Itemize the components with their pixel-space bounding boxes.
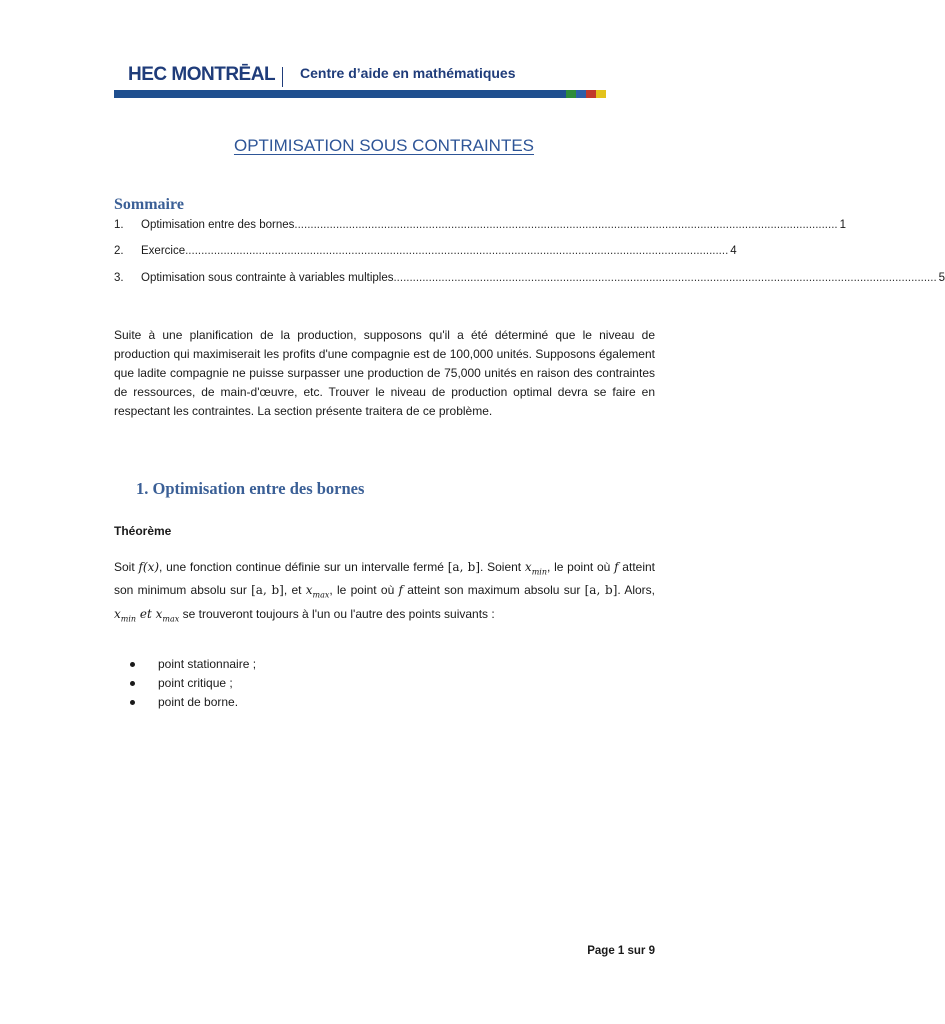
header-stripe-yellow (596, 90, 606, 98)
theorem-text: , et (283, 583, 306, 598)
list-item (130, 674, 256, 693)
math-xmax (155, 606, 180, 624)
math-xmax (305, 583, 330, 600)
math-x: x (114, 606, 121, 621)
math-sub-min: min (120, 614, 137, 624)
toc-item-page: 5 (938, 272, 945, 284)
theorem-text: . Alors, (617, 583, 656, 598)
toc-leader: .......................................................................................................................................................................... (185, 245, 729, 257)
theorem-paragraph (114, 558, 655, 628)
theorem-text: atteint son maximum absolu sur (402, 583, 585, 598)
theorem-text: , une fonction continue définie sur un intervalle fermé (159, 560, 448, 574)
toc-item-page: 1 (839, 219, 846, 231)
document-title: OPTIMISATION SOUS CONTRAINTES (233, 136, 535, 155)
bullet-list (130, 655, 256, 712)
math-f: f (398, 583, 403, 598)
math-fx: f(x) (138, 560, 160, 574)
bullet-icon (130, 662, 135, 667)
list-item-text: point stationnaire ; (158, 657, 257, 671)
theorem-text: Soit (114, 560, 139, 574)
list-item (130, 693, 256, 712)
math-f: f (614, 560, 619, 574)
toc-item-number: 3. (114, 272, 124, 284)
toc-item-number: 2. (114, 245, 124, 257)
toc-item-number: 1. (114, 219, 124, 231)
toc-item[interactable] (114, 219, 846, 235)
toc-item-text: Optimisation entre des bornes (141, 219, 295, 231)
header-stripe-green (566, 90, 576, 98)
toc-item[interactable] (114, 272, 945, 288)
header-rule (114, 90, 566, 98)
section-heading: 1. Optimisation entre des bornes (136, 479, 365, 498)
math-x: x (524, 560, 532, 574)
header-stripe-red (586, 90, 596, 98)
theorem-text: . Soient (480, 560, 525, 574)
theorem-text: , le point où (329, 583, 399, 598)
math-interval: [a, b] (447, 560, 481, 574)
theorem-text: se trouveront toujours à l'un ou l'autre des points suivants : (179, 606, 495, 621)
list-item (130, 655, 256, 674)
toc-leader: .......................................................................................................................................................................... (393, 272, 937, 284)
toc-item[interactable] (114, 245, 737, 261)
toc-item-page: 4 (730, 245, 737, 257)
math-xmin (524, 560, 547, 577)
list-item-text: point de borne. (158, 695, 239, 709)
bullet-icon (130, 700, 135, 705)
intro-paragraph: Suite à une planification de la production, supposons qu'il a été déterminé que le niveau de production qui maximiserait les profits d'une compagnie est de 100,000 unités. Supposons également que ladite compagnie ne puisse surpasser une production de 75,000 unités en raison des contraintes de ressources, de main-d'œuvre, etc. Trouver le niveau de production optimal devra se faire en respectant les contraintes. La section présente traitera de ce problème. (114, 328, 655, 418)
toc-item-text: Exercice (141, 245, 186, 257)
math-xmin (114, 606, 137, 624)
math-x: x (155, 606, 163, 621)
math-et: et (136, 606, 156, 621)
header-separator (282, 67, 283, 87)
theorem-text: , le point où (546, 560, 615, 574)
toc-item-text: Optimisation sous contrainte à variables multiples (141, 272, 394, 284)
math-interval: [a, b] (584, 583, 618, 598)
page-header (114, 58, 606, 100)
theorem-label: Théorème (114, 524, 172, 538)
toc-heading: Sommaire (114, 196, 184, 213)
hec-montreal-logo: HEC MONTRĒAL (128, 64, 276, 85)
theorem-text: atteint son minimum absolu sur (114, 560, 656, 598)
header-stripe-blue (576, 90, 586, 98)
header-subtitle: Centre d’aide en mathématiques (300, 65, 516, 81)
bullet-icon (130, 681, 135, 686)
toc-leader: .......................................................................................................................................................................... (294, 219, 838, 231)
page-number: Page 1 sur 9 (587, 945, 655, 957)
math-sub-max: max (162, 614, 180, 624)
list-item-text: point critique ; (158, 676, 233, 690)
math-interval: [a, b] (251, 583, 284, 598)
math-x: x (305, 583, 313, 598)
math-sub-max: max (312, 590, 330, 600)
math-sub-min: min (531, 567, 547, 577)
